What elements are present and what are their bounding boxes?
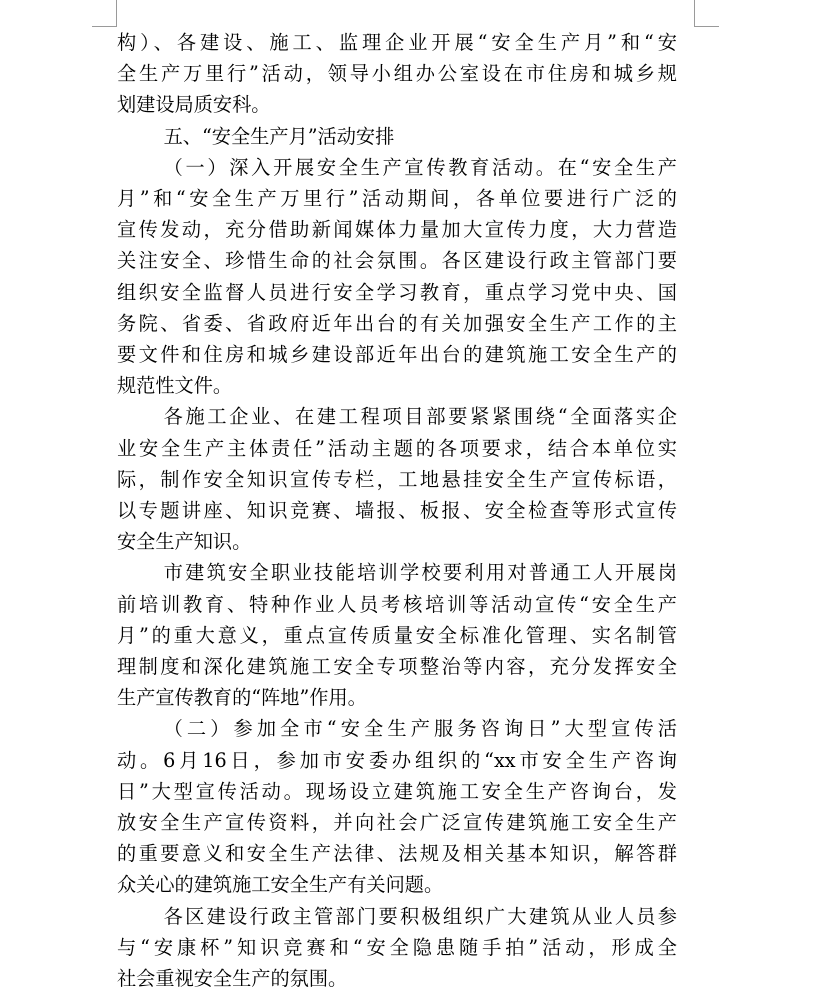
- text-line: 全生产万里行”活动，领导小组办公室设在市住房和城乡规: [117, 62, 677, 86]
- text-line: 月”和“安全生产万里行”活动期间，各单位要进行广泛的: [117, 187, 677, 210]
- text-line: 要文件和住房和城乡建设部近年出台的建筑施工安全生产的: [117, 343, 677, 366]
- text-line: 构）、各建设、施工、监理企业开展“安全生产月”和“安: [117, 31, 677, 54]
- text-line: （二）参加全市“安全生产服务咨询日”大型宣传活: [163, 717, 677, 741]
- text-line: 动。6月16日，参加市安委办组织的“xx市安全生产咨询: [117, 748, 677, 772]
- text-line: （一）深入开展安全生产宣传教育活动。在“安全生产: [163, 155, 677, 179]
- text-line: 际，制作安全知识宣传专栏，工地悬挂安全生产宣传标语，: [117, 467, 677, 491]
- corner-mark-right-vertical: [694, 0, 695, 26]
- text-line: 宣传发动，充分借助新闻媒体力量加大宣传力度，大力营造: [117, 218, 677, 242]
- text-line: 与“安康杯”知识竞赛和“安全隐患随手拍”活动，形成全: [117, 935, 677, 959]
- text-line: 生产宣传教育的“阵地”作用。: [117, 686, 367, 710]
- text-line: 理制度和深化建筑施工安全专项整治等内容，充分发挥安全: [117, 655, 677, 678]
- text-line: 众关心的建筑施工安全生产有关问题。: [117, 873, 444, 897]
- text-line: 安全生产知识。: [117, 530, 252, 554]
- text-line: 各区建设行政主管部门要积极组织广大建筑从业人员参: [163, 904, 677, 928]
- text-line: 社会重视安全生产的氛围。: [117, 967, 348, 990]
- corner-mark-left-horizontal: [92, 26, 117, 27]
- document-page[interactable]: [117, 0, 677, 990]
- corner-mark-right-horizontal: [694, 26, 719, 27]
- text-line: 五、“安全生产月”活动安排: [163, 124, 395, 148]
- text-line: 前培训教育、特种作业人员考核培训等活动宣传“安全生产: [117, 592, 677, 616]
- text-line: 月”的重大意义，重点宣传质量安全标准化管理、实名制管: [117, 623, 677, 647]
- text-line: 各施工企业、在建工程项目部要紧紧围绕“全面落实企: [163, 405, 677, 429]
- text-line: 日”大型宣传活动。现场设立建筑施工安全生产咨询台，发: [117, 779, 677, 803]
- text-line: 规范性文件。: [117, 374, 233, 398]
- text-line: 市建筑安全职业技能培训学校要利用对普通工人开展岗: [163, 561, 677, 585]
- text-line: 以专题讲座、知识竞赛、墙报、板报、安全检查等形式宣传: [117, 499, 677, 522]
- text-line: 的重要意义和安全生产法律、法规及相关基本知识，解答群: [117, 842, 677, 866]
- text-line: 关注安全、珍惜生命的社会氛围。各区建设行政主管部门要: [117, 249, 677, 273]
- text-line: 务院、省委、省政府近年出台的有关加强安全生产工作的主: [117, 311, 677, 335]
- text-line: 放安全生产宣传资料，并向社会广泛宣传建筑施工安全生产: [117, 811, 677, 834]
- text-line: 组织安全监督人员进行安全学习教育，重点学习党中央、国: [117, 280, 677, 304]
- text-line: 划建设局质安科。: [117, 93, 271, 117]
- text-line: 业安全生产主体责任”活动主题的各项要求，结合本单位实: [117, 436, 677, 460]
